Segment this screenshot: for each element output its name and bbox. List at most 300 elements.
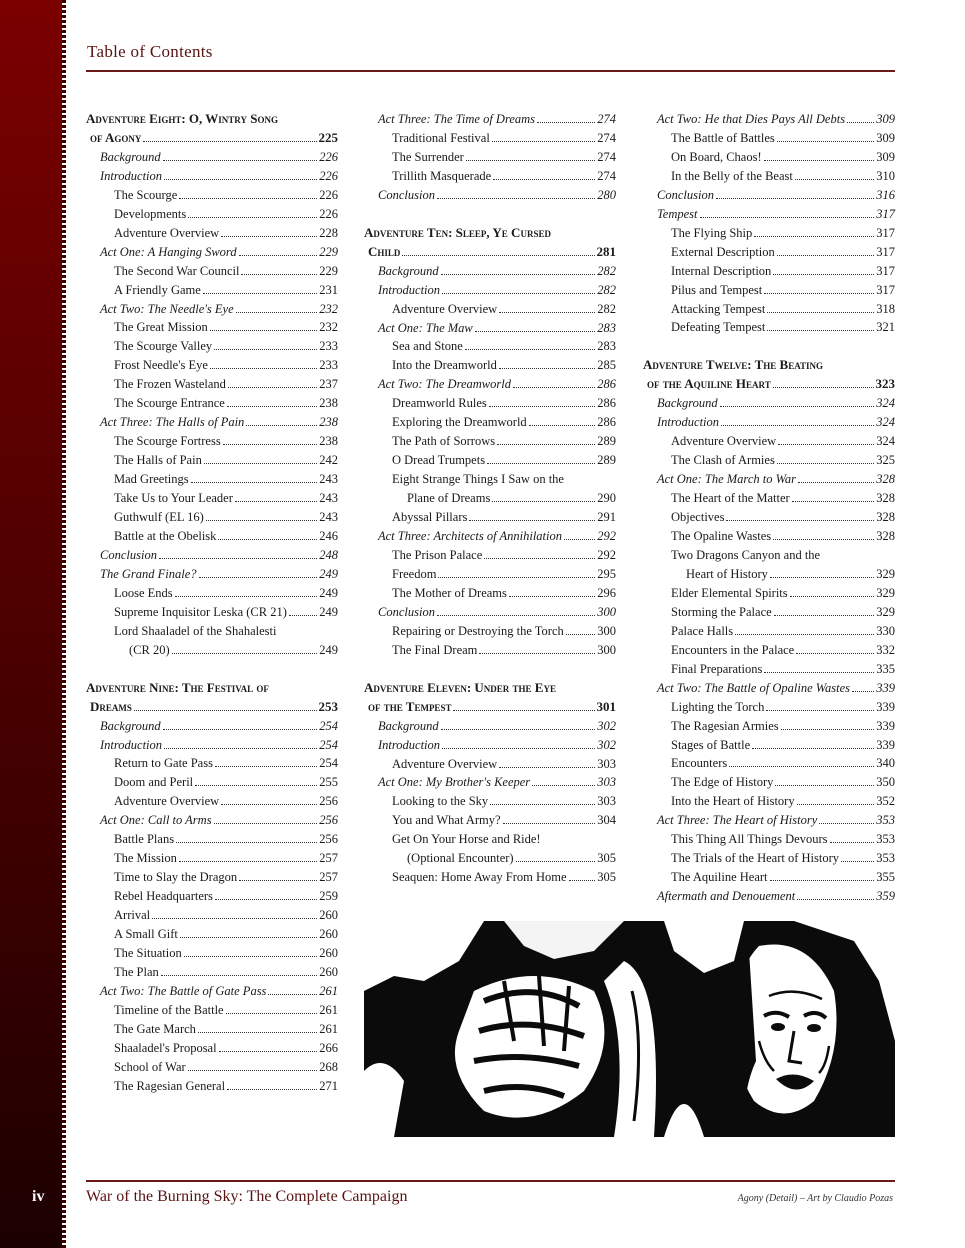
toc-entry (643, 205, 895, 224)
toc-entry (643, 698, 895, 717)
toc-page-number: 280 (597, 187, 616, 202)
toc-entry (643, 717, 895, 736)
toc-page-number: 261 (319, 1021, 338, 1036)
toc-leader-dots (797, 804, 875, 805)
toc-page-number: 274 (597, 149, 616, 164)
toc-entry (86, 1020, 338, 1039)
toc-leader-dots (564, 539, 595, 540)
toc-page-number: 325 (876, 453, 895, 468)
toc-entry-title: A Small Gift (114, 927, 178, 942)
toc-entry-title: The Plan (114, 964, 159, 979)
toc-entry (86, 868, 338, 887)
toc-leader-dots (797, 899, 874, 900)
toc-leader-dots (795, 179, 874, 180)
toc-entry-title: School of War (114, 1059, 186, 1074)
toc-entry (643, 754, 895, 773)
header-rule (86, 70, 895, 72)
toc-leader-dots (191, 482, 318, 483)
toc-entry (643, 318, 895, 337)
toc-leader-dots (777, 141, 874, 142)
toc-page-number: 232 (319, 301, 338, 316)
toc-leader-dots (777, 255, 874, 256)
toc-page-number: 260 (319, 945, 338, 960)
toc-entry-title: The Final Dream (392, 642, 478, 657)
toc-entry (86, 603, 338, 622)
toc-leader-dots (441, 729, 596, 730)
toc-leader-dots (513, 387, 595, 388)
toc-column-2 (364, 110, 616, 887)
toc-leader-dots (161, 975, 317, 976)
toc-page-number: 257 (319, 870, 338, 885)
toc-entry-title: Act Three: The Heart of History (657, 813, 818, 828)
toc-leader-dots (503, 823, 596, 824)
toc-entry (643, 432, 895, 451)
toc-leader-dots (227, 1089, 317, 1090)
toc-page-number: 329 (876, 566, 895, 581)
toc-leader-dots (206, 520, 317, 521)
toc-entry-title: Background (100, 718, 161, 733)
toc-entry (643, 887, 895, 906)
toc-entry-title: Rebel Headquarters (114, 889, 213, 904)
toc-page-number: 305 (597, 870, 616, 885)
toc-leader-dots (239, 255, 318, 256)
toc-page-number: 302 (597, 718, 616, 733)
toc-entry (86, 773, 338, 792)
toc-entry (86, 1058, 338, 1077)
toc-leader-dots (764, 672, 874, 673)
sidebar-band (0, 0, 63, 1248)
toc-leader-dots (152, 918, 317, 919)
toc-entry-title: Act One: My Brother's Keeper (378, 775, 531, 790)
toc-entry (364, 432, 616, 451)
toc-leader-dots (268, 994, 317, 995)
toc-entry-title: The Situation (114, 945, 182, 960)
toc-entry-title: Background (378, 263, 439, 278)
toc-entry-title: Child (368, 243, 401, 259)
toc-page-number: 233 (319, 339, 338, 354)
toc-page-number: 309 (876, 149, 895, 164)
toc-entry (643, 565, 895, 584)
toc-page-number: 274 (597, 130, 616, 145)
toc-entry-title: This Thing All Things Devours (671, 832, 828, 847)
toc-entry (643, 792, 895, 811)
toc-page-number: 254 (319, 718, 338, 733)
toc-entry (364, 773, 616, 792)
toc-page-number: 249 (319, 566, 338, 581)
adventure-heading: Adventure Eleven: Under the Eye (364, 679, 556, 695)
toc-leader-dots (537, 122, 595, 123)
toc-entry (86, 1001, 338, 1020)
toc-entry-title: Adventure Overview (114, 225, 220, 240)
toc-page-number: 317 (876, 206, 895, 221)
toc-entry (643, 868, 895, 887)
toc-page-number: 260 (319, 908, 338, 923)
toc-entry (643, 603, 895, 622)
toc-page-number: 317 (876, 282, 895, 297)
toc-leader-dots (228, 387, 317, 388)
toc-entry (86, 281, 338, 300)
toc-leader-dots (489, 406, 595, 407)
toc-entry (364, 300, 616, 319)
toc-leader-dots (720, 406, 875, 407)
toc-entry-title: The Frozen Wasteland (114, 377, 226, 392)
toc-entry-title: Developments (114, 206, 187, 221)
toc-page-number: 355 (876, 870, 895, 885)
toc-page-number: 225 (318, 129, 338, 145)
toc-leader-dots (188, 1070, 318, 1071)
toc-page-number: 242 (319, 453, 338, 468)
toc-entry-title: In the Belly of the Beast (671, 168, 793, 183)
toc-entry (86, 736, 338, 755)
toc-entry (86, 906, 338, 925)
toc-column-1 (86, 110, 338, 1096)
toc-entry (86, 717, 338, 736)
toc-entry (364, 413, 616, 432)
toc-page-number: 282 (597, 282, 616, 297)
toc-page-number: 261 (319, 983, 338, 998)
toc-entry-title: Act One: The March to War (657, 472, 796, 487)
toc-entry-title: Introduction (100, 168, 163, 183)
toc-entry (643, 186, 895, 205)
toc-page-number: 233 (319, 358, 338, 373)
toc-page-number: 261 (319, 1002, 338, 1017)
toc-page-number: 305 (597, 851, 616, 866)
toc-entry (86, 394, 338, 413)
toc-entry (86, 584, 338, 603)
toc-page-number: 323 (875, 376, 895, 392)
toc-page-number: 300 (597, 623, 616, 638)
toc-entry (643, 262, 895, 281)
illustration-agony (364, 921, 895, 1137)
toc-entry-title: Act Three: The Time of Dreams (378, 112, 536, 126)
toc-leader-dots (164, 748, 317, 749)
toc-entry-title: Traditional Festival (392, 130, 490, 145)
toc-entry (643, 679, 895, 698)
toc-leader-dots (499, 312, 595, 313)
toc-leader-dots (176, 842, 317, 843)
toc-entry (86, 413, 338, 432)
toc-page-number: 304 (597, 813, 616, 828)
footer-art-credit: Agony (Detail) – Art by Claudio Pozas (737, 1193, 893, 1204)
toc-page-number: 249 (319, 642, 338, 657)
toc-entry-wrapped-line: Eight Strange Things I Saw on the (392, 472, 564, 487)
toc-leader-dots (475, 331, 595, 332)
toc-leader-dots (199, 577, 318, 578)
toc-page-number: 289 (597, 453, 616, 468)
toc-leader-dots (777, 463, 874, 464)
toc-page-number: 257 (319, 851, 338, 866)
toc-entry (86, 508, 338, 527)
toc-page-number: 339 (876, 737, 895, 752)
toc-leader-dots (790, 596, 875, 597)
toc-entry (364, 281, 616, 300)
toc-page-number: 317 (876, 263, 895, 278)
toc-entry-title: The Trials of the Heart of History (671, 851, 840, 866)
toc-page-number: 286 (597, 415, 616, 430)
toc-page-number: 296 (597, 585, 616, 600)
toc-leader-dots (218, 539, 317, 540)
toc-page-number: 271 (319, 1078, 338, 1093)
toc-entry (643, 527, 895, 546)
toc-leader-dots (716, 198, 874, 199)
toc-entry (643, 830, 895, 849)
toc-entry-title: Background (100, 149, 161, 164)
toc-leader-dots (499, 767, 595, 768)
toc-entry (364, 129, 616, 148)
toc-leader-dots (236, 312, 318, 313)
toc-entry-title: Pilus and Tempest (671, 282, 763, 297)
toc-leader-dots (492, 501, 595, 502)
toc-entry (364, 603, 616, 622)
adventure-heading-entry (86, 698, 338, 717)
toc-entry-title: The Edge of History (671, 775, 774, 790)
toc-entry (364, 148, 616, 167)
toc-entry-title: The Second War Council (114, 263, 240, 278)
toc-entry-title: Act Two: He that Dies Pays All Debts (657, 112, 846, 126)
toc-page-number: 302 (597, 737, 616, 752)
toc-page-number: 321 (876, 320, 895, 335)
toc-leader-dots (180, 937, 317, 938)
toc-leader-dots (221, 236, 317, 237)
toc-page-number: 353 (876, 813, 895, 828)
toc-entry (86, 432, 338, 451)
toc-page-number: 282 (597, 301, 616, 316)
toc-page-number: 359 (876, 889, 895, 904)
toc-entry-title: Battle at the Obelisk (114, 528, 217, 543)
toc-entry (364, 811, 616, 830)
toc-entry (86, 318, 338, 337)
toc-entry (364, 546, 616, 565)
toc-entry-title: The Prison Palace (392, 547, 483, 562)
toc-entry (643, 508, 895, 527)
toc-entry-title: Storming the Palace (671, 604, 772, 619)
toc-page-number: 285 (597, 358, 616, 373)
toc-entry (643, 224, 895, 243)
toc-leader-dots (219, 1051, 318, 1052)
toc-entry (643, 451, 895, 470)
toc-leader-dots (466, 160, 595, 161)
section-spacer (364, 205, 616, 224)
toc-entry (86, 641, 338, 660)
toc-leader-dots (847, 122, 874, 123)
toc-page-number: 329 (876, 585, 895, 600)
toc-entry-title: The Mission (114, 851, 177, 866)
toc-entry-title: O Dread Trumpets (392, 453, 486, 468)
toc-page-number: 249 (319, 604, 338, 619)
toc-entry (86, 811, 338, 830)
toc-entry-title: Encounters (671, 756, 728, 771)
toc-entry (364, 641, 616, 660)
toc-page-number: 300 (597, 642, 616, 657)
toc-page-number: 228 (319, 225, 338, 240)
toc-leader-dots (752, 748, 874, 749)
toc-leader-dots (796, 653, 874, 654)
toc-leader-dots (214, 823, 318, 824)
toc-leader-dots (215, 766, 317, 767)
toc-entry-title: A Friendly Game (114, 282, 201, 297)
section-spacer (643, 337, 895, 356)
toc-leader-dots (465, 349, 595, 350)
toc-leader-dots (442, 293, 595, 294)
toc-entry-title: Battle Plans (114, 832, 175, 847)
toc-page-number: 286 (597, 396, 616, 411)
toc-leader-dots (566, 634, 595, 635)
toc-leader-dots (781, 729, 875, 730)
adventure-heading-entry (364, 243, 616, 262)
toc-page-number: 229 (319, 244, 338, 259)
toc-entry (643, 622, 895, 641)
toc-entry-wrapped-line: Two Dragons Canyon and the (671, 547, 821, 562)
toc-entry (364, 849, 616, 868)
toc-page-number: 237 (319, 377, 338, 392)
toc-entry (643, 110, 895, 129)
toc-entry-title: Frost Needle's Eye (114, 358, 208, 373)
toc-entry-title: Take Us to Your Leader (114, 491, 233, 506)
toc-entry (86, 375, 338, 394)
toc-page-number: 303 (597, 794, 616, 809)
toc-leader-dots (188, 217, 317, 218)
toc-entry-title: Return to Gate Pass (114, 756, 213, 771)
toc-entry (86, 1039, 338, 1058)
toc-page-number: 286 (597, 377, 616, 392)
toc-entry (86, 470, 338, 489)
toc-page-number: 283 (597, 339, 616, 354)
toc-entry-title: Attacking Tempest (671, 301, 766, 316)
toc-leader-dots (438, 577, 595, 578)
toc-entry-title: (CR 20) (129, 642, 170, 657)
toc-entry-title: Introduction (378, 282, 441, 297)
toc-page-number: 303 (597, 775, 616, 790)
toc-entry (364, 356, 616, 375)
toc-page-number: 226 (319, 149, 338, 164)
toc-entry (86, 243, 338, 262)
toc-entry-title: The Ragesian Armies (671, 718, 779, 733)
toc-leader-dots (721, 425, 874, 426)
toc-page-number: 328 (876, 529, 895, 544)
toc-entry (364, 527, 616, 546)
toc-entry (364, 565, 616, 584)
toc-page-number: 226 (319, 168, 338, 183)
adventure-heading-entry (86, 129, 338, 148)
toc-entry-title: Introduction (100, 737, 163, 752)
toc-leader-dots (487, 463, 595, 464)
toc-leader-dots (214, 349, 317, 350)
toc-entry-title: Background (657, 396, 718, 411)
toc-leader-dots (134, 710, 317, 711)
toc-leader-dots (437, 198, 595, 199)
toc-leader-dots (204, 463, 317, 464)
toc-leader-dots (210, 368, 317, 369)
toc-page-number: 350 (876, 775, 895, 790)
toc-page-number: 256 (319, 813, 338, 828)
toc-leader-dots (770, 880, 875, 881)
toc-entry-title: Conclusion (378, 604, 435, 619)
toc-entry-title: The Opaline Wastes (671, 529, 772, 544)
toc-page-number: 243 (319, 491, 338, 506)
toc-page-number: 317 (876, 244, 895, 259)
toc-entry-title: The Scourge Fortress (114, 434, 221, 449)
toc-entry-title: Supreme Inquisitor Leska (CR 21) (114, 604, 287, 619)
toc-page-number: 309 (876, 130, 895, 145)
toc-entry (86, 982, 338, 1001)
toc-entry-title: Act One: A Hanging Sword (100, 244, 237, 259)
toc-page-number: 274 (597, 168, 616, 183)
toc-leader-dots (767, 312, 874, 313)
toc-page-number: 249 (319, 585, 338, 600)
toc-leader-dots (773, 539, 874, 540)
toc-leader-dots (830, 842, 875, 843)
toc-entry (643, 148, 895, 167)
toc-entry (86, 963, 338, 982)
toc-leader-dots (179, 198, 317, 199)
toc-leader-dots (437, 615, 595, 616)
toc-entry-title: Arrival (114, 908, 151, 923)
toc-leader-dots (175, 596, 318, 597)
toc-entry-title: Freedom (392, 566, 437, 581)
toc-entry-title: Lighting the Torch (671, 699, 765, 714)
toc-page-number: 292 (597, 547, 616, 562)
toc-entry (643, 584, 895, 603)
footer-book-title: War of the Burning Sky: The Complete Campaign (86, 1188, 408, 1205)
toc-page-number: 339 (876, 680, 895, 695)
toc-entry (364, 736, 616, 755)
toc-leader-dots (221, 804, 317, 805)
toc-entry-title: Loose Ends (114, 585, 173, 600)
toc-page-number: 246 (319, 528, 338, 543)
toc-page-number: 332 (876, 642, 895, 657)
toc-leader-dots (164, 179, 317, 180)
toc-entry-title: Aftermath and Denouement (657, 889, 796, 904)
toc-leader-dots (490, 804, 595, 805)
toc-leader-dots (195, 785, 317, 786)
toc-leader-dots (241, 274, 317, 275)
toc-entry-title: Act Three: The Halls of Pain (100, 415, 245, 430)
toc-entry (86, 224, 338, 243)
toc-leader-dots (179, 861, 317, 862)
toc-page-number: 317 (876, 225, 895, 240)
toc-leader-dots (729, 766, 874, 767)
toc-entry (643, 773, 895, 792)
toc-entry (643, 129, 895, 148)
toc-entry (86, 148, 338, 167)
toc-page-number: 282 (597, 263, 616, 278)
toc-entry (86, 565, 338, 584)
toc-entry-title: Introduction (657, 415, 720, 430)
toc-page-number: 324 (876, 415, 895, 430)
toc-entry-title: of the Tempest (368, 698, 452, 714)
toc-page-number: 254 (319, 737, 338, 752)
toc-column-3 (643, 110, 895, 906)
toc-page-number: 328 (876, 491, 895, 506)
toc-entry-title: Shaaladel's Proposal (114, 1040, 217, 1055)
toc-entry (364, 262, 616, 281)
toc-page-number: 295 (597, 566, 616, 581)
toc-page-number: 328 (876, 472, 895, 487)
toc-page-number: 329 (876, 604, 895, 619)
toc-entry-title: Timeline of the Battle (114, 1002, 224, 1017)
toc-entry (364, 489, 616, 508)
toc-entry (364, 868, 616, 887)
toc-page-number: 243 (319, 472, 338, 487)
toc-leader-dots (441, 274, 596, 275)
toc-leader-dots (246, 425, 317, 426)
toc-leader-dots (764, 293, 874, 294)
toc-entry (643, 849, 895, 868)
toc-leader-dots (798, 482, 874, 483)
toc-page-number: 255 (319, 775, 338, 790)
toc-entry-title: Conclusion (100, 547, 157, 562)
toc-page-number: 303 (597, 756, 616, 771)
